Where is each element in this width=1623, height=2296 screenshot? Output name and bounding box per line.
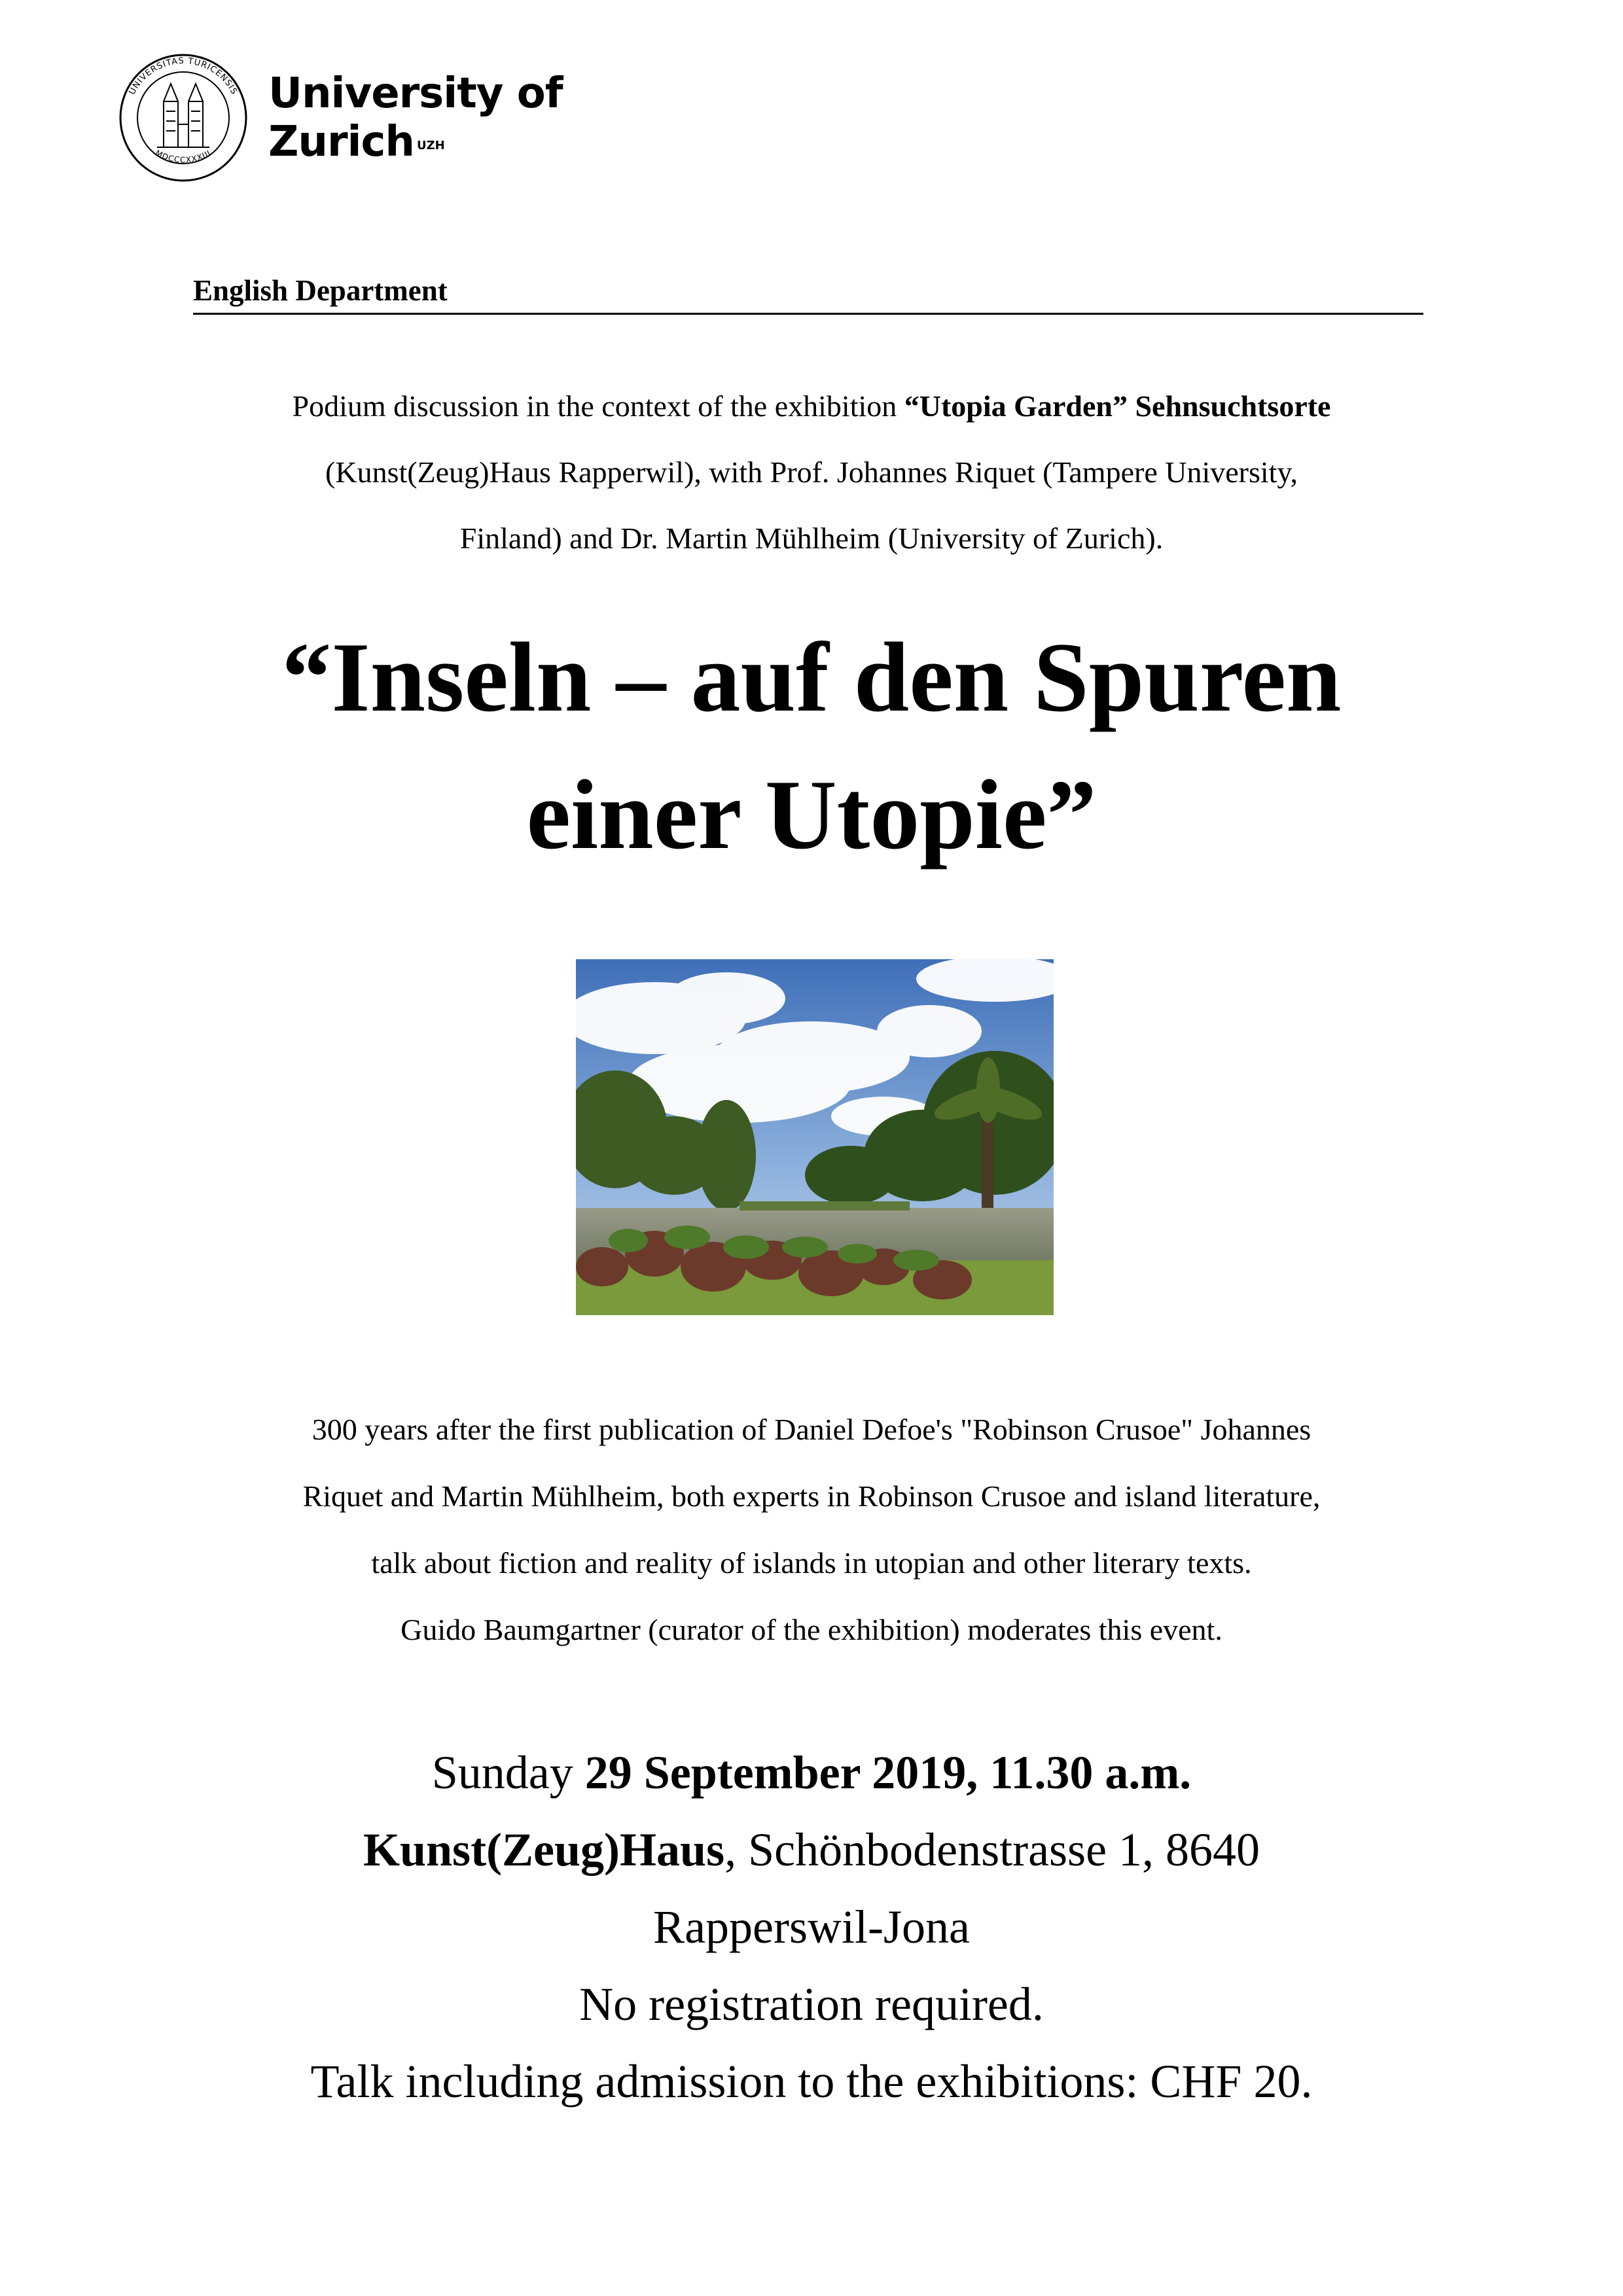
event-title: [65, 609, 1558, 883]
registration-note: No registration required.: [579, 1978, 1044, 2030]
description-line-2: Riquet and Martin Mühlheim, both experts in Robinson Crusoe and island literature,: [302, 1479, 1321, 1513]
event-venue: Kunst(Zeug)Haus: [363, 1824, 725, 1876]
intro-line-3: Finland) and Dr. Martin Mühlheim (University of Zurich).: [459, 521, 1164, 555]
event-city: Rapperswil-Jona: [653, 1901, 970, 1953]
uzh-seal-icon: [118, 52, 249, 183]
description-line-3: talk about fiction and reality of islands in utopian and other literary texts.: [371, 1546, 1252, 1580]
university-name: [268, 69, 563, 166]
event-title-line-2: einer Utopie”: [526, 760, 1097, 870]
event-title-line-1: “Inseln – auf den Spuren: [281, 622, 1342, 732]
department-heading: English Department: [193, 274, 1423, 315]
event-venue-line: [98, 1811, 1525, 1888]
uzh-superscript: UZH: [416, 139, 445, 152]
description-line-4: Guido Baumgartner (curator of the exhibition) moderates this event.: [401, 1613, 1222, 1646]
university-name-line2: Zurich $^{UZH}$: [268, 118, 445, 166]
event-details: [98, 1734, 1525, 2120]
intro-paragraph: [151, 373, 1472, 571]
landscape-photo-icon: [576, 959, 1054, 1315]
admission-note: Talk including admission to the exhibitions: CHF 20.: [310, 2055, 1313, 2108]
intro-line-2: (Kunst(Zeug)Haus Rapperwil), with Prof. Johannes Riquet (Tampere University,: [325, 455, 1298, 489]
description-paragraph: [151, 1396, 1472, 1663]
intro-line-1: Podium discussion in the context of the exhibition “Utopia Garden” Sehnsuchtsorte: [292, 389, 1331, 423]
event-date-time: 29 September 2019, 11.30 a.m.: [584, 1746, 1192, 1799]
event-day: Sunday: [431, 1746, 585, 1799]
university-logo: [118, 52, 576, 196]
event-date-line: [98, 1734, 1525, 1811]
event-address: , Schönbodenstrasse 1, 8640: [724, 1824, 1260, 1876]
exhibition-name: “Utopia Garden” Sehnsuchtsorte: [904, 389, 1331, 423]
svg-text:MDCCCXXXIII: MDCCCXXXIII: [154, 148, 213, 165]
svg-text:UNIVERSITAS TURICENSIS: UNIVERSITAS TURICENSIS: [127, 56, 240, 97]
description-line-1: 300 years after the first publication of Daniel Defoe's "Robinson Crusoe" Johannes: [312, 1413, 1311, 1446]
university-name-line1: University of: [268, 69, 563, 118]
garden-lake-photo: [576, 959, 1054, 1315]
